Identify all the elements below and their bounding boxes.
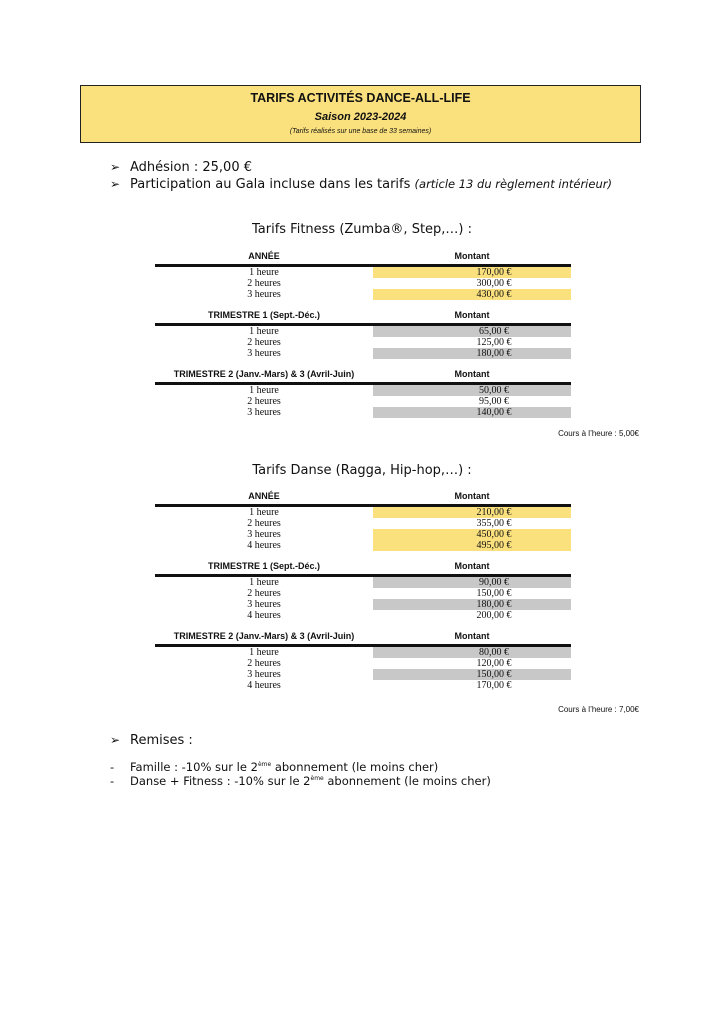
price-value: 90,00 € bbox=[479, 577, 509, 588]
duration-cell: 3 heures bbox=[247, 529, 281, 540]
montant-header: Montant bbox=[454, 491, 490, 501]
price-cell bbox=[373, 278, 571, 289]
table-header bbox=[155, 309, 571, 323]
duration-cell: 3 heures bbox=[247, 407, 281, 418]
remise-item: - Famille : -10% sur le 2ème abonnement (le moins cher) bbox=[110, 760, 439, 774]
price-value: 125,00 € bbox=[476, 337, 512, 348]
duration-cell: 2 heures bbox=[247, 588, 281, 599]
table-header bbox=[155, 560, 571, 574]
price-cell bbox=[373, 577, 571, 588]
montant-header: Montant bbox=[454, 561, 490, 571]
price-cell bbox=[373, 518, 571, 529]
danse-annee-table bbox=[155, 490, 571, 551]
duration-cell: 1 heure bbox=[249, 326, 279, 337]
table-row bbox=[155, 348, 571, 359]
duration-cell: 3 heures bbox=[247, 669, 281, 680]
dash-bullet: - bbox=[110, 760, 115, 774]
period-label: TRIMESTRE 2 (Janv.-Mars) & 3 (Avril-Juin) bbox=[173, 369, 355, 379]
gala-text: Participation au Gala incluse dans les tarifs bbox=[130, 177, 411, 192]
remise-item: - Danse + Fitness : -10% sur le 2ème abonnement (le moins cher) bbox=[110, 774, 491, 788]
price-cell bbox=[373, 337, 571, 348]
price-cell bbox=[373, 507, 571, 518]
fitness-trim1-table bbox=[155, 309, 571, 359]
price-value: 180,00 € bbox=[476, 599, 512, 610]
duration-cell: 1 heure bbox=[249, 647, 279, 658]
price-cell bbox=[373, 396, 571, 407]
table-row bbox=[155, 407, 571, 418]
duration-cell: 3 heures bbox=[247, 599, 281, 610]
price-value: 355,00 € bbox=[476, 518, 512, 529]
duration-cell: 4 heures bbox=[247, 680, 281, 691]
danse-trim23-table bbox=[155, 630, 571, 691]
duration-cell: 3 heures bbox=[247, 348, 281, 359]
price-cell bbox=[373, 588, 571, 599]
montant-header: Montant bbox=[454, 369, 490, 379]
price-value: 495,00 € bbox=[476, 540, 512, 551]
duration-cell: 2 heures bbox=[247, 658, 281, 669]
header-box bbox=[80, 85, 641, 143]
price-cell bbox=[373, 407, 571, 418]
arrow-bullet-icon: ➢ bbox=[110, 733, 121, 747]
price-value: 450,00 € bbox=[476, 529, 512, 540]
table-row bbox=[155, 588, 571, 599]
header-note: (Tarifs réalisés sur une base de 33 semaines) bbox=[289, 128, 432, 135]
table-row bbox=[155, 518, 571, 529]
price-cell bbox=[373, 529, 571, 540]
price-cell bbox=[373, 385, 571, 396]
season-label: Saison 2023-2024 bbox=[314, 111, 407, 123]
price-cell bbox=[373, 540, 571, 551]
price-value: 430,00 € bbox=[476, 289, 512, 300]
period-label: TRIMESTRE 1 (Sept.-Déc.) bbox=[207, 561, 320, 571]
dash-bullet: - bbox=[110, 774, 115, 788]
remises-heading bbox=[110, 733, 193, 748]
price-value: 300,00 € bbox=[476, 278, 512, 289]
danse-cours-heure: Cours à l’heure : 7,00€ bbox=[558, 705, 639, 714]
danse-trim1-table bbox=[155, 560, 571, 621]
table-row bbox=[155, 337, 571, 348]
price-value: 140,00 € bbox=[476, 407, 512, 418]
fitness-trim23-table bbox=[155, 368, 571, 418]
price-cell bbox=[373, 647, 571, 658]
price-cell bbox=[373, 289, 571, 300]
table-row bbox=[155, 278, 571, 289]
price-cell bbox=[373, 669, 571, 680]
price-cell bbox=[373, 267, 571, 278]
table-row bbox=[155, 647, 571, 658]
duration-cell: 1 heure bbox=[249, 267, 279, 278]
table-header bbox=[155, 368, 571, 382]
table-header bbox=[155, 630, 571, 644]
table-row bbox=[155, 599, 571, 610]
price-value: 180,00 € bbox=[476, 348, 512, 359]
duration-cell: 1 heure bbox=[249, 385, 279, 396]
duration-cell: 2 heures bbox=[247, 337, 281, 348]
danse-title: Tarifs Danse (Ragga, Hip-hop,…) : bbox=[252, 463, 472, 478]
remises-title: Remises : bbox=[130, 733, 193, 748]
table-header bbox=[155, 490, 571, 504]
duration-cell: 2 heures bbox=[247, 518, 281, 529]
price-value: 170,00 € bbox=[476, 680, 512, 691]
price-value: 95,00 € bbox=[479, 396, 509, 407]
bullet-adhesion bbox=[110, 160, 252, 175]
duration-cell: 2 heures bbox=[247, 278, 281, 289]
price-cell bbox=[373, 348, 571, 359]
arrow-bullet-icon: ➢ bbox=[110, 177, 121, 191]
table-row bbox=[155, 577, 571, 588]
price-value: 50,00 € bbox=[479, 385, 509, 396]
period-label: TRIMESTRE 1 (Sept.-Déc.) bbox=[207, 310, 320, 320]
fitness-title: Tarifs Fitness (Zumba®, Step,…) : bbox=[251, 222, 473, 237]
price-value: 65,00 € bbox=[479, 326, 509, 337]
table-row bbox=[155, 669, 571, 680]
table-row bbox=[155, 610, 571, 621]
table-row bbox=[155, 396, 571, 407]
price-cell bbox=[373, 599, 571, 610]
duration-cell: 1 heure bbox=[249, 507, 279, 518]
bullet-gala bbox=[110, 177, 612, 192]
gala-note: (article 13 du règlement intérieur) bbox=[414, 177, 612, 191]
montant-header: Montant bbox=[454, 310, 490, 320]
price-cell bbox=[373, 610, 571, 621]
table-row bbox=[155, 267, 571, 278]
duration-cell: 4 heures bbox=[247, 610, 281, 621]
table-row bbox=[155, 385, 571, 396]
price-value: 150,00 € bbox=[476, 669, 512, 680]
duration-cell: 1 heure bbox=[249, 577, 279, 588]
adhesion-text: Adhésion : 25,00 € bbox=[130, 160, 252, 175]
fitness-cours-heure: Cours à l’heure : 5,00€ bbox=[558, 429, 639, 438]
price-cell bbox=[373, 326, 571, 337]
table-row bbox=[155, 289, 571, 300]
page-title: TARIFS ACTIVITÉS DANCE-ALL-LIFE bbox=[250, 91, 471, 105]
table-row bbox=[155, 680, 571, 691]
fitness-annee-table bbox=[155, 250, 571, 300]
duration-cell: 2 heures bbox=[247, 396, 281, 407]
table-row bbox=[155, 507, 571, 518]
period-label: ANNÉE bbox=[248, 491, 280, 501]
price-cell bbox=[373, 658, 571, 669]
arrow-bullet-icon: ➢ bbox=[110, 160, 121, 174]
montant-header: Montant bbox=[454, 251, 490, 261]
price-value: 80,00 € bbox=[479, 647, 509, 658]
price-value: 120,00 € bbox=[476, 658, 512, 669]
price-value: 200,00 € bbox=[476, 610, 512, 621]
table-row bbox=[155, 529, 571, 540]
price-value: 210,00 € bbox=[476, 507, 512, 518]
price-cell bbox=[373, 680, 571, 691]
montant-header: Montant bbox=[454, 631, 490, 641]
price-value: 170,00 € bbox=[476, 267, 512, 278]
duration-cell: 4 heures bbox=[247, 540, 281, 551]
duration-cell: 3 heures bbox=[247, 289, 281, 300]
table-row bbox=[155, 540, 571, 551]
table-row bbox=[155, 326, 571, 337]
price-value: 150,00 € bbox=[476, 588, 512, 599]
table-header bbox=[155, 250, 571, 264]
table-row bbox=[155, 658, 571, 669]
period-label: TRIMESTRE 2 (Janv.-Mars) & 3 (Avril-Juin) bbox=[173, 631, 355, 641]
period-label: ANNÉE bbox=[248, 251, 280, 261]
